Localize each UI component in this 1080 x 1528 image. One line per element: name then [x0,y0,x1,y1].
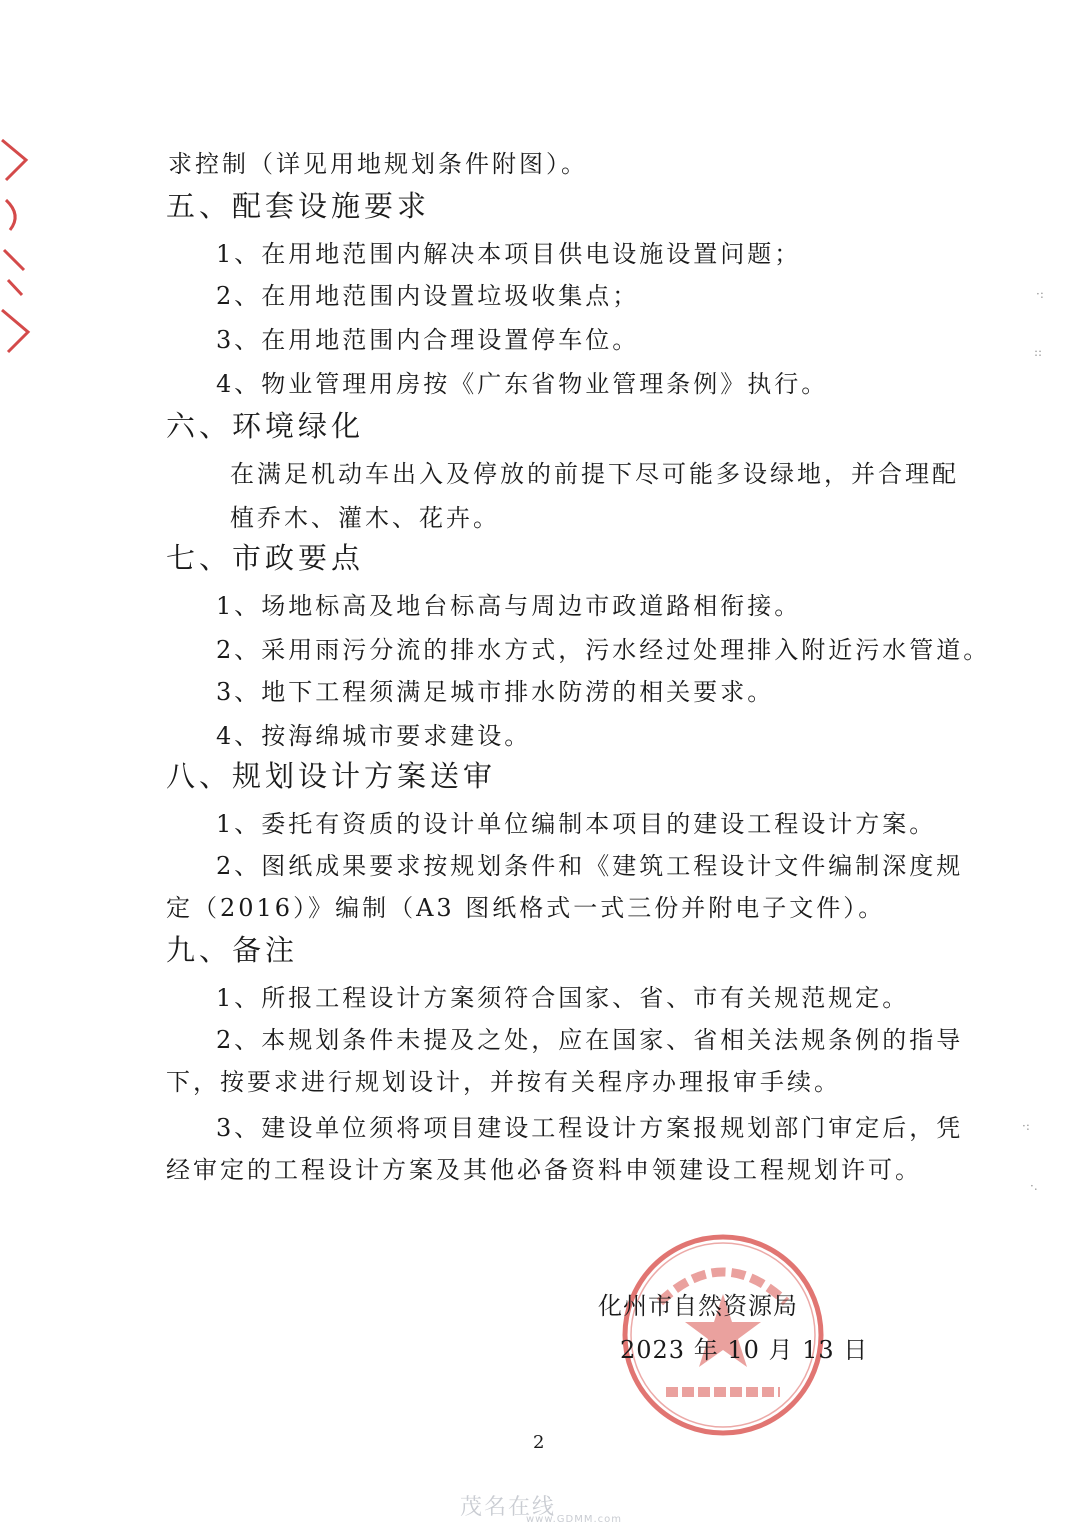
text-line-1: 求控制（详见用地规划条件附图）。 [168,150,588,178]
section-heading-9: 九、备注 [166,933,299,967]
text-line-18: 定（2016）》编制（A3 图纸格式一式三份并附电子文件）。 [166,894,886,922]
section-heading-5: 五、配套设施要求 [166,189,431,223]
text-line-20: 1、所报工程设计方案须符合国家、省、市有关规范规定。 [216,984,910,1012]
text-line-22: 下，按要求进行规划设计，并按有关程序办理报审手续。 [166,1068,841,1096]
text-line-5: 3、在用地范围内合理设置停车位。 [216,326,640,354]
signature-organization: 化州市自然资源局 [598,1292,798,1320]
watermark [460,1490,650,1526]
section-heading-8: 八、规划设计方案送审 [166,759,497,793]
scan-speck: ·: [1036,287,1044,301]
signature-date: 2023 年 10 月 13 日 [620,1336,869,1364]
text-line-23: 3、建设单位须将项目建设工程设计方案报规划部门审定后，凭 [216,1114,964,1142]
text-line-14: 4、按海绵城市要求建设。 [216,722,532,750]
text-line-17: 2、图纸成果要求按规划条件和《建筑工程设计文件编制深度规 [216,852,964,880]
section-heading-6: 六、环境绿化 [166,409,365,443]
page-number: 2 [533,1432,545,1453]
text-line-13: 3、地下工程须满足城市排水防涝的相关要求。 [216,678,775,706]
scan-speck: ·. [1030,1179,1038,1193]
scan-speck: ·: [1022,1119,1030,1133]
text-line-3: 1、在用地范围内解决本项目供电设施设置问题； [216,240,802,268]
watermark-logo: 茂名在线 [460,1495,557,1520]
text-line-6: 4、物业管理用房按《广东省物业管理条例》执行。 [216,370,829,398]
text-line-4: 2、在用地范围内设置垃圾收集点； [216,282,640,310]
text-line-11: 1、场地标高及地台标高与周边市政道路相衔接。 [216,592,802,620]
scan-speck: :: [1034,345,1043,359]
watermark-url: www.GDMM.com [526,1514,623,1525]
text-line-8: 在满足机动车出入及停放的前提下尽可能多设绿地，并合理配 [230,460,959,488]
section-heading-7: 七、市政要点 [166,541,365,575]
edge-seal-fragment [0,120,40,360]
text-line-9: 植乔木、灌木、花卉。 [230,504,500,532]
text-line-16: 1、委托有资质的设计单位编制本项目的建设工程设计方案。 [216,810,937,838]
text-line-24: 经审定的工程设计方案及其他必备资料申领建设工程规划许可。 [166,1156,922,1184]
text-line-12: 2、采用雨污分流的排水方式，污水经过处理排入附近污水管道。 [216,636,991,664]
text-line-21: 2、本规划条件未提及之处，应在国家、省相关法规条例的指导 [216,1026,964,1054]
